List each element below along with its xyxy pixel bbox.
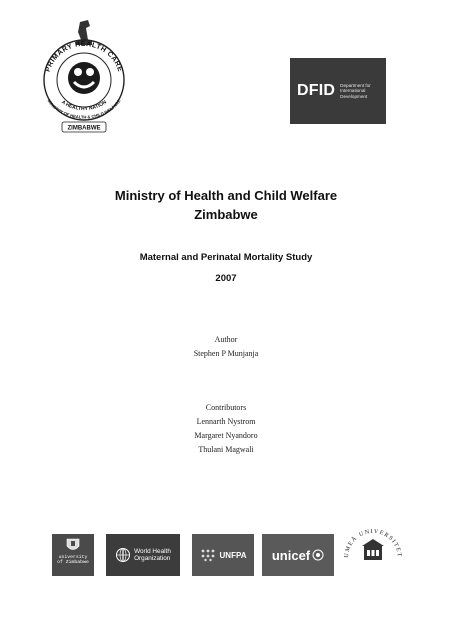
who-logo: World Health Organization (106, 534, 180, 576)
contributors-heading: Contributors (205, 403, 247, 412)
ministry-top-arc-text: PRIMARY HEALTH CARE (44, 40, 124, 73)
ministry-name-arc-text: MINISTRY OF HEALTH & CHILD WELFARE (46, 98, 122, 120)
ministry-seal-logo (38, 18, 130, 136)
umea-arc-text: UMEÅ UNIVERSITET (343, 528, 403, 559)
contributor-name: Margaret Nyandoro (194, 431, 258, 440)
dfid-wordmark: DFID (297, 82, 336, 99)
unicef-logo (262, 534, 334, 576)
study-year: 2007 (215, 273, 237, 284)
university-crest-icon (65, 537, 81, 553)
unfpa-logo (192, 534, 254, 576)
unfpa-wordmark: UNFPA (219, 550, 247, 560)
unicef-wordmark: unicef (271, 547, 311, 563)
ministry-country-label: ZIMBABWE (67, 125, 101, 132)
author-name: Stephen P Munjanja (193, 349, 259, 358)
dfid-logo (290, 58, 386, 124)
ministry-title: Ministry of Health and Child Welfare (114, 188, 338, 203)
contributor-name: Thulani Magwali (198, 445, 254, 454)
author-heading: Author (214, 335, 238, 344)
university-of-zimbabwe-logo: university of Zimbabwe (52, 534, 94, 576)
zimbabwe-bird-icon (78, 20, 90, 42)
umea-university-logo (340, 526, 406, 582)
contributor-name: Lennarth Nystrom (196, 417, 256, 426)
unfpa-dots-icon (200, 548, 218, 562)
dfid-subtitle: Department for International Development (340, 82, 371, 99)
unicef-globe-icon (312, 549, 324, 561)
who-globe-icon (115, 547, 131, 563)
study-title: Maternal and Perinatal Mortality Study (139, 252, 313, 263)
country-title: Zimbabwe (194, 207, 258, 222)
ministry-middle-arc-text: A HEALTHY NATION (60, 99, 108, 113)
